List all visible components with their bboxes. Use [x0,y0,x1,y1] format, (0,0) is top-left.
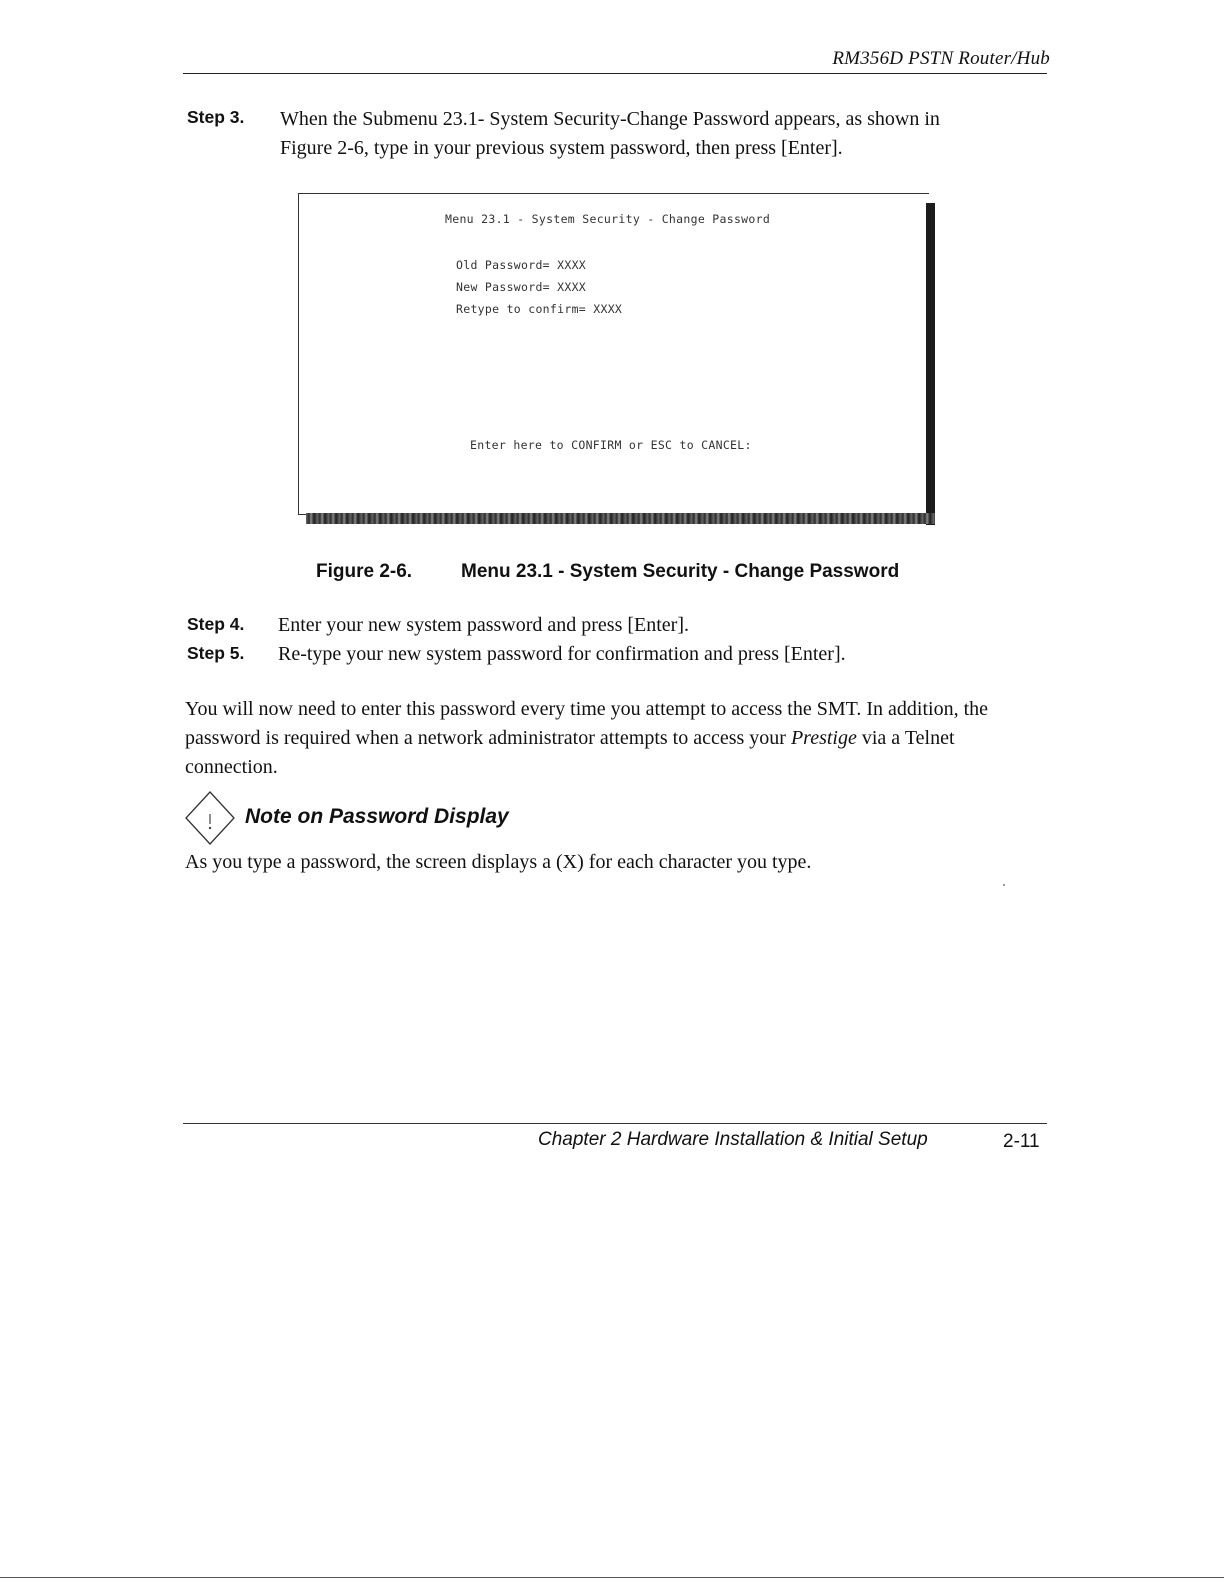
terminal-old-password: Old Password= XXXX [456,258,587,272]
terminal-confirm-prompt: Enter here to CONFIRM or ESC to CANCEL: [470,438,752,452]
terminal-new-password: New Password= XXXX [456,280,587,294]
footer-rule [183,1123,1047,1124]
step-3-label: Step 3. [187,107,245,127]
scan-edge-line [0,1577,1224,1578]
header-rule [183,73,1047,74]
step-4-label: Step 4. [187,614,245,634]
terminal-shadow-right [926,203,935,525]
product-name: Prestige [790,727,857,749]
terminal-menu-title: Menu 23.1 - System Security - Change Password [445,212,771,226]
figure-number: Figure 2-6. [316,561,413,582]
note-text: As you type a password, the screen displays a (X) for each character you type. [185,851,812,873]
paragraph-text-2: via a Telnet connection. [185,727,955,778]
note-diamond-icon [183,790,237,846]
note-title: Note on Password Display [245,805,509,828]
step-5-label: Step 5. [187,643,245,663]
terminal-shadow-bottom [306,513,935,524]
step-5-text: Re-type your new system password for confirmation and press [Enter]. [278,643,846,665]
terminal-retype-password: Retype to confirm= XXXX [456,302,623,316]
footer-chapter: Chapter 2 Hardware Installation & Initial Setup [538,1129,928,1150]
paragraph-text-1: You will now need to enter this password every time you attempt to access the SMT. In addition, the password is required when a network administrator attempts to access your [185,698,989,749]
terminal-screen [298,193,929,515]
scan-speck [1003,884,1005,886]
step-3-line-2: Figure 2-6, type in your previous system password, then press [Enter]. [280,137,843,159]
running-header: RM356D PSTN Router/Hub [832,48,1050,69]
step-3-line-1: When the Submenu 23.1- System Security-Change Password appears, as shown in [280,108,940,130]
body-paragraph [185,695,1045,782]
page-number: 2-11 [1003,1131,1040,1152]
figure-title: Menu 23.1 - System Security - Change Password [461,561,900,582]
step-3-text [280,105,940,163]
step-4-text: Enter your new system password and press [Enter]. [278,614,690,636]
